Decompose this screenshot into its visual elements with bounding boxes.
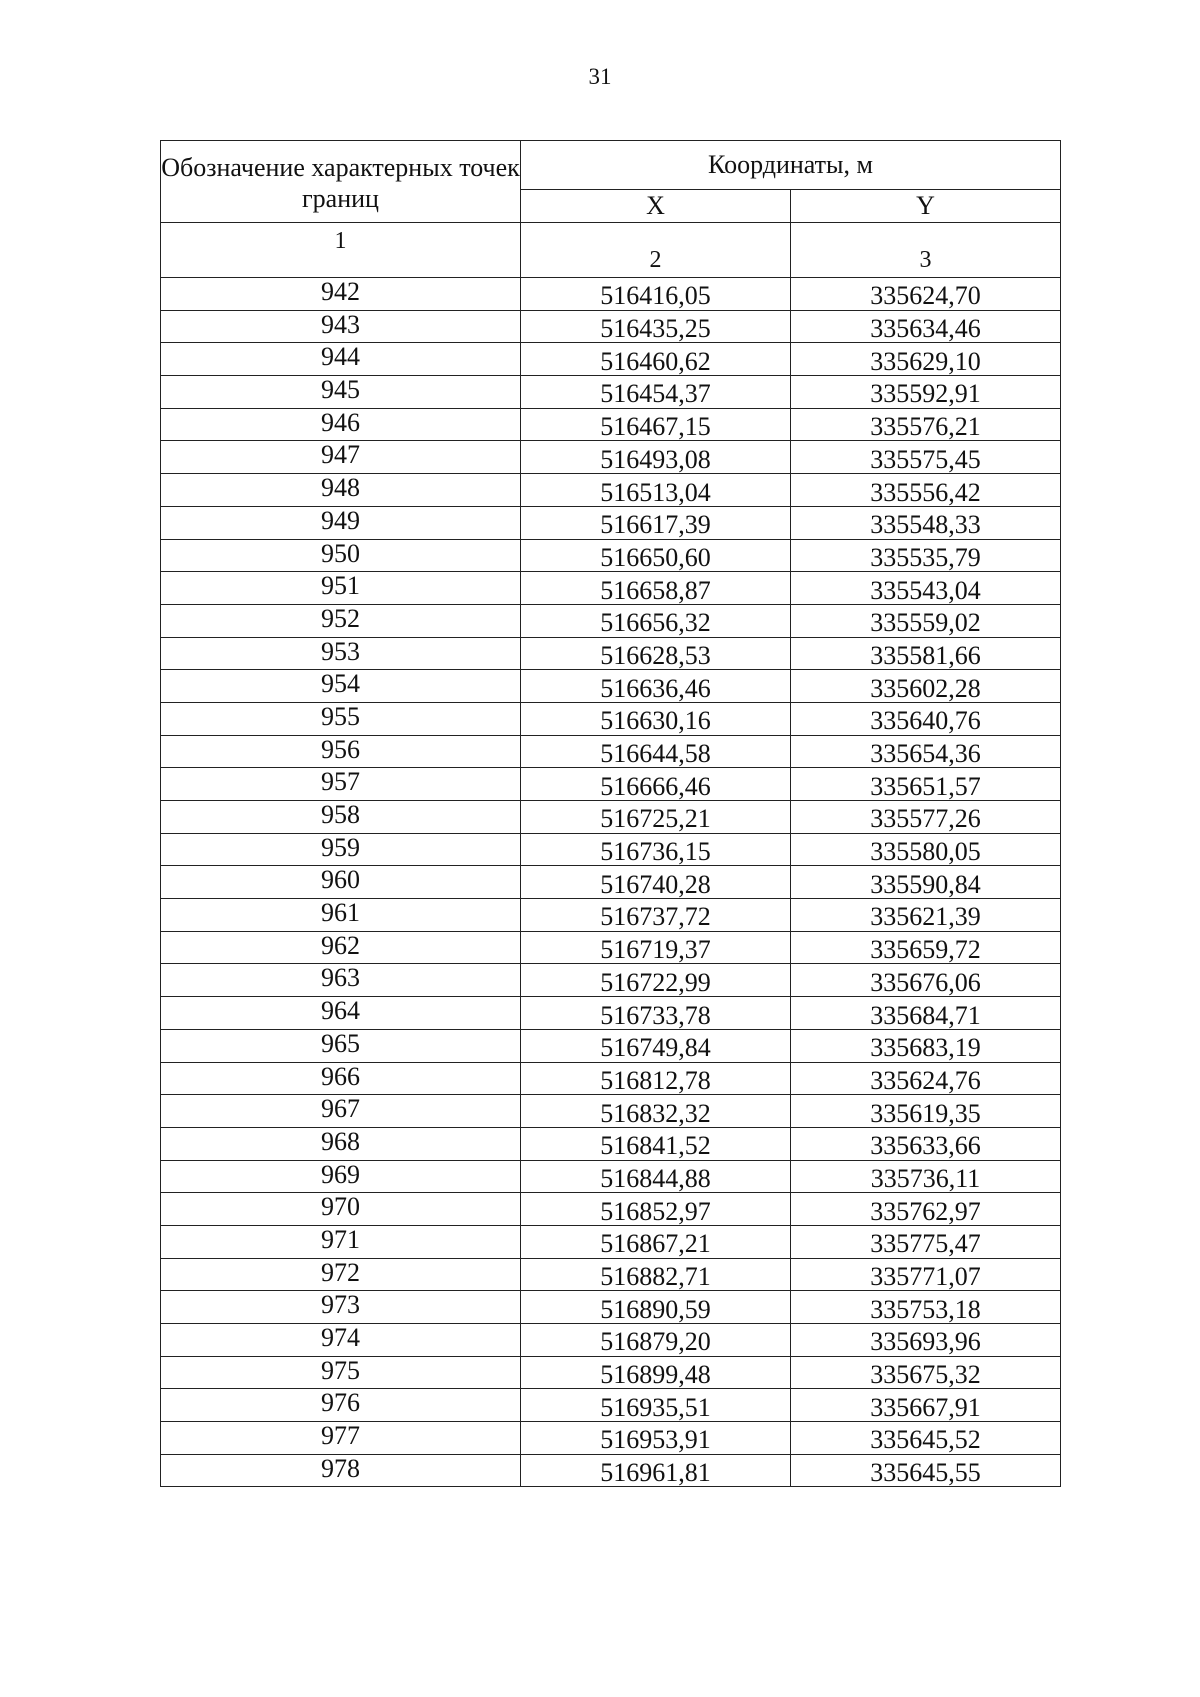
x-coordinate-cell: 516935,51 — [521, 1389, 791, 1422]
table-row — [161, 1160, 1061, 1193]
x-coordinate-cell: 516644,58 — [521, 735, 791, 768]
y-column-header: Y — [791, 190, 1061, 223]
x-coordinate-cell: 516666,46 — [521, 768, 791, 801]
column-number-1: 1 — [161, 223, 521, 278]
table-body — [161, 278, 1061, 1487]
table-row — [161, 441, 1061, 474]
point-id-cell: 942 — [161, 278, 521, 311]
x-coordinate-cell: 516852,97 — [521, 1193, 791, 1226]
table-header — [161, 141, 1061, 278]
coordinates-table — [160, 140, 1061, 1487]
y-coordinate-cell: 335535,79 — [791, 539, 1061, 572]
y-coordinate-cell: 335592,91 — [791, 376, 1061, 409]
table-row — [161, 964, 1061, 997]
y-coordinate-cell: 335659,72 — [791, 931, 1061, 964]
y-coordinate-cell: 335602,28 — [791, 670, 1061, 703]
table-row — [161, 1422, 1061, 1455]
table-row — [161, 1324, 1061, 1357]
points-column-header: Обозначение характерных точек границ — [161, 141, 521, 223]
y-coordinate-cell: 335633,66 — [791, 1127, 1061, 1160]
table-row — [161, 931, 1061, 964]
y-coordinate-cell: 335753,18 — [791, 1291, 1061, 1324]
x-coordinate-cell: 516740,28 — [521, 866, 791, 899]
point-id-cell: 964 — [161, 997, 521, 1030]
y-coordinate-cell: 335645,55 — [791, 1454, 1061, 1487]
table-row — [161, 474, 1061, 507]
table-row — [161, 1225, 1061, 1258]
table-row — [161, 1095, 1061, 1128]
table-row — [161, 1193, 1061, 1226]
point-id-cell: 962 — [161, 931, 521, 964]
point-id-cell: 947 — [161, 441, 521, 474]
point-id-cell: 966 — [161, 1062, 521, 1095]
y-coordinate-cell: 335624,76 — [791, 1062, 1061, 1095]
y-coordinate-cell: 335676,06 — [791, 964, 1061, 997]
x-coordinate-cell: 516658,87 — [521, 572, 791, 605]
x-coordinate-cell: 516722,99 — [521, 964, 791, 997]
table-row — [161, 1356, 1061, 1389]
point-id-cell: 956 — [161, 735, 521, 768]
y-coordinate-cell: 335624,70 — [791, 278, 1061, 311]
column-number-3: 3 — [791, 223, 1061, 278]
point-id-cell: 978 — [161, 1454, 521, 1487]
table-row — [161, 1258, 1061, 1291]
column-number-2: 2 — [521, 223, 791, 278]
x-coordinate-cell: 516890,59 — [521, 1291, 791, 1324]
y-coordinate-cell: 335675,32 — [791, 1356, 1061, 1389]
point-id-cell: 948 — [161, 474, 521, 507]
x-coordinate-cell: 516879,20 — [521, 1324, 791, 1357]
point-id-cell: 955 — [161, 702, 521, 735]
y-coordinate-cell: 335556,42 — [791, 474, 1061, 507]
y-coordinate-cell: 335559,02 — [791, 604, 1061, 637]
x-coordinate-cell: 516656,32 — [521, 604, 791, 637]
point-id-cell: 967 — [161, 1095, 521, 1128]
point-id-cell: 968 — [161, 1127, 521, 1160]
y-coordinate-cell: 335693,96 — [791, 1324, 1061, 1357]
point-id-cell: 970 — [161, 1193, 521, 1226]
x-coordinate-cell: 516725,21 — [521, 801, 791, 834]
x-coordinate-cell: 516737,72 — [521, 899, 791, 932]
point-id-cell: 953 — [161, 637, 521, 670]
x-coordinate-cell: 516832,32 — [521, 1095, 791, 1128]
x-coordinate-cell: 516628,53 — [521, 637, 791, 670]
x-coordinate-cell: 516961,81 — [521, 1454, 791, 1487]
point-id-cell: 963 — [161, 964, 521, 997]
table-row — [161, 572, 1061, 605]
x-coordinate-cell: 516867,21 — [521, 1225, 791, 1258]
table-row — [161, 408, 1061, 441]
y-coordinate-cell: 335683,19 — [791, 1029, 1061, 1062]
point-id-cell: 961 — [161, 899, 521, 932]
y-coordinate-cell: 335654,36 — [791, 735, 1061, 768]
table-row — [161, 1029, 1061, 1062]
x-coordinate-cell: 516650,60 — [521, 539, 791, 572]
point-id-cell: 954 — [161, 670, 521, 703]
point-id-cell: 959 — [161, 833, 521, 866]
x-coordinate-cell: 516513,04 — [521, 474, 791, 507]
y-coordinate-cell: 335684,71 — [791, 997, 1061, 1030]
x-coordinate-cell: 516953,91 — [521, 1422, 791, 1455]
point-id-cell: 971 — [161, 1225, 521, 1258]
point-id-cell: 949 — [161, 506, 521, 539]
y-coordinate-cell: 335640,76 — [791, 702, 1061, 735]
y-coordinate-cell: 335771,07 — [791, 1258, 1061, 1291]
y-coordinate-cell: 335645,52 — [791, 1422, 1061, 1455]
table-row — [161, 1062, 1061, 1095]
x-coordinate-cell: 516617,39 — [521, 506, 791, 539]
point-id-cell: 957 — [161, 768, 521, 801]
table-row — [161, 310, 1061, 343]
y-coordinate-cell: 335651,57 — [791, 768, 1061, 801]
point-id-cell: 976 — [161, 1389, 521, 1422]
x-coordinate-cell: 516493,08 — [521, 441, 791, 474]
table-row — [161, 1454, 1061, 1487]
point-id-cell: 950 — [161, 539, 521, 572]
point-id-cell: 944 — [161, 343, 521, 376]
y-coordinate-cell: 335629,10 — [791, 343, 1061, 376]
point-id-cell: 945 — [161, 376, 521, 409]
y-coordinate-cell: 335581,66 — [791, 637, 1061, 670]
point-id-cell: 975 — [161, 1356, 521, 1389]
x-coordinate-cell: 516749,84 — [521, 1029, 791, 1062]
y-coordinate-cell: 335575,45 — [791, 441, 1061, 474]
y-coordinate-cell: 335543,04 — [791, 572, 1061, 605]
point-id-cell: 974 — [161, 1324, 521, 1357]
x-coordinate-cell: 516416,05 — [521, 278, 791, 311]
point-id-cell: 958 — [161, 801, 521, 834]
table-row — [161, 997, 1061, 1030]
y-coordinate-cell: 335667,91 — [791, 1389, 1061, 1422]
point-id-cell: 972 — [161, 1258, 521, 1291]
y-coordinate-cell: 335548,33 — [791, 506, 1061, 539]
table-row — [161, 702, 1061, 735]
table-row — [161, 637, 1061, 670]
y-coordinate-cell: 335736,11 — [791, 1160, 1061, 1193]
y-coordinate-cell: 335634,46 — [791, 310, 1061, 343]
table-row — [161, 735, 1061, 768]
y-coordinate-cell: 335576,21 — [791, 408, 1061, 441]
point-id-cell: 969 — [161, 1160, 521, 1193]
x-coordinate-cell: 516899,48 — [521, 1356, 791, 1389]
x-coordinate-cell: 516812,78 — [521, 1062, 791, 1095]
x-column-header: X — [521, 190, 791, 223]
y-coordinate-cell: 335775,47 — [791, 1225, 1061, 1258]
x-coordinate-cell: 516733,78 — [521, 997, 791, 1030]
x-coordinate-cell: 516630,16 — [521, 702, 791, 735]
x-coordinate-cell: 516454,37 — [521, 376, 791, 409]
table-row — [161, 604, 1061, 637]
coordinates-column-header: Координаты, м — [521, 141, 1061, 190]
table-row — [161, 539, 1061, 572]
point-id-cell: 951 — [161, 572, 521, 605]
y-coordinate-cell: 335762,97 — [791, 1193, 1061, 1226]
table-row — [161, 1291, 1061, 1324]
y-coordinate-cell: 335580,05 — [791, 833, 1061, 866]
point-id-cell: 946 — [161, 408, 521, 441]
y-coordinate-cell: 335577,26 — [791, 801, 1061, 834]
x-coordinate-cell: 516841,52 — [521, 1127, 791, 1160]
point-id-cell: 977 — [161, 1422, 521, 1455]
point-id-cell: 973 — [161, 1291, 521, 1324]
point-id-cell: 943 — [161, 310, 521, 343]
y-coordinate-cell: 335621,39 — [791, 899, 1061, 932]
table-row — [161, 1389, 1061, 1422]
table-row — [161, 506, 1061, 539]
table-row — [161, 278, 1061, 311]
table-row — [161, 343, 1061, 376]
y-coordinate-cell: 335619,35 — [791, 1095, 1061, 1128]
table-row — [161, 670, 1061, 703]
table-row — [161, 801, 1061, 834]
point-id-cell: 960 — [161, 866, 521, 899]
x-coordinate-cell: 516844,88 — [521, 1160, 791, 1193]
x-coordinate-cell: 516882,71 — [521, 1258, 791, 1291]
x-coordinate-cell: 516460,62 — [521, 343, 791, 376]
table-row — [161, 899, 1061, 932]
table-row — [161, 1127, 1061, 1160]
y-coordinate-cell: 335590,84 — [791, 866, 1061, 899]
x-coordinate-cell: 516467,15 — [521, 408, 791, 441]
page-number: 31 — [588, 64, 612, 89]
x-coordinate-cell: 516636,46 — [521, 670, 791, 703]
point-id-cell: 965 — [161, 1029, 521, 1062]
table-row — [161, 833, 1061, 866]
x-coordinate-cell: 516719,37 — [521, 931, 791, 964]
table-row — [161, 866, 1061, 899]
x-coordinate-cell: 516435,25 — [521, 310, 791, 343]
x-coordinate-cell: 516736,15 — [521, 833, 791, 866]
table-row — [161, 376, 1061, 409]
table-row — [161, 768, 1061, 801]
point-id-cell: 952 — [161, 604, 521, 637]
